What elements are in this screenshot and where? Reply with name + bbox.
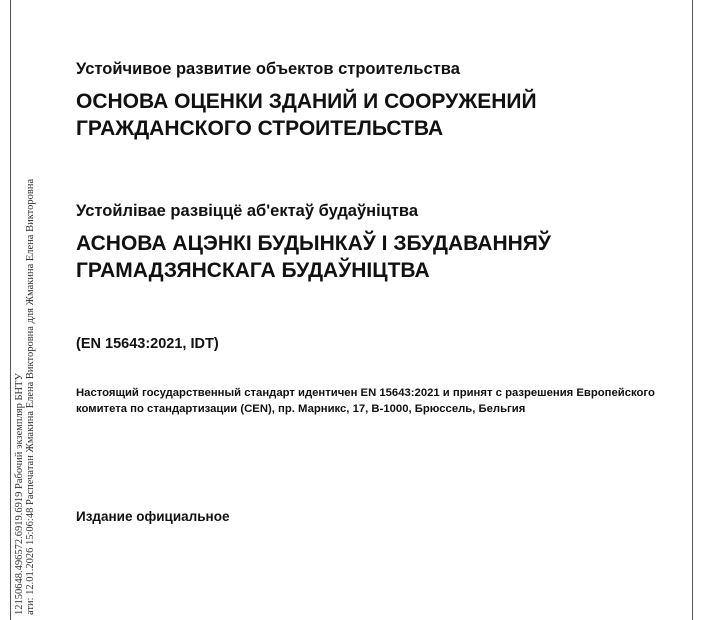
russian-title [76, 88, 537, 142]
print-stamp-line-1: 12150648.496572.6919.6919 Рабочий экземпляр БНТУ [14, 373, 25, 615]
identity-statement [76, 385, 676, 417]
identity-statement-line-2: комитета по стандартизации (CEN), пр. Марникс, 17, B-1000, Брюссель, Бельгия [76, 403, 526, 415]
print-stamp [14, 179, 36, 615]
official-edition-label: Издание официальное [76, 509, 230, 524]
russian-title-line-1: ОСНОВА ОЦЕНКИ ЗДАНИЙ И СООРУЖЕНИЙ [76, 90, 537, 113]
standard-reference: (EN 15643:2021, IDT) [76, 336, 219, 352]
russian-subtitle: Устойчивое развитие объектов строительства [76, 60, 460, 78]
belarusian-title [76, 230, 551, 284]
page-border-right [692, 0, 693, 620]
belarusian-subtitle: Устойлівае развіццё аб'ектаў будаўніцтва [76, 202, 419, 220]
belarusian-title-line-2: ГРАМАДЗЯНСКАГА БУДАЎНІЦТВА [76, 259, 430, 282]
russian-title-line-2: ГРАЖДАНСКОГО СТРОИТЕЛЬСТВА [76, 117, 444, 140]
belarusian-title-line-1: АСНОВА АЦЭНКІ БУДЫНКАЎ І ЗБУДАВАННЯЎ [76, 232, 551, 255]
page-border-left [10, 0, 11, 620]
print-stamp-line-2: ати: 12.01.2026 15:06:48 Распечатан Жмакина Елена Викторовна для Жмакина Елена Викторовна [25, 178, 36, 615]
identity-statement-line-1: Настоящий государственный стандарт идентичен EN 15643:2021 и принят с разрешения Европейского [76, 387, 655, 399]
